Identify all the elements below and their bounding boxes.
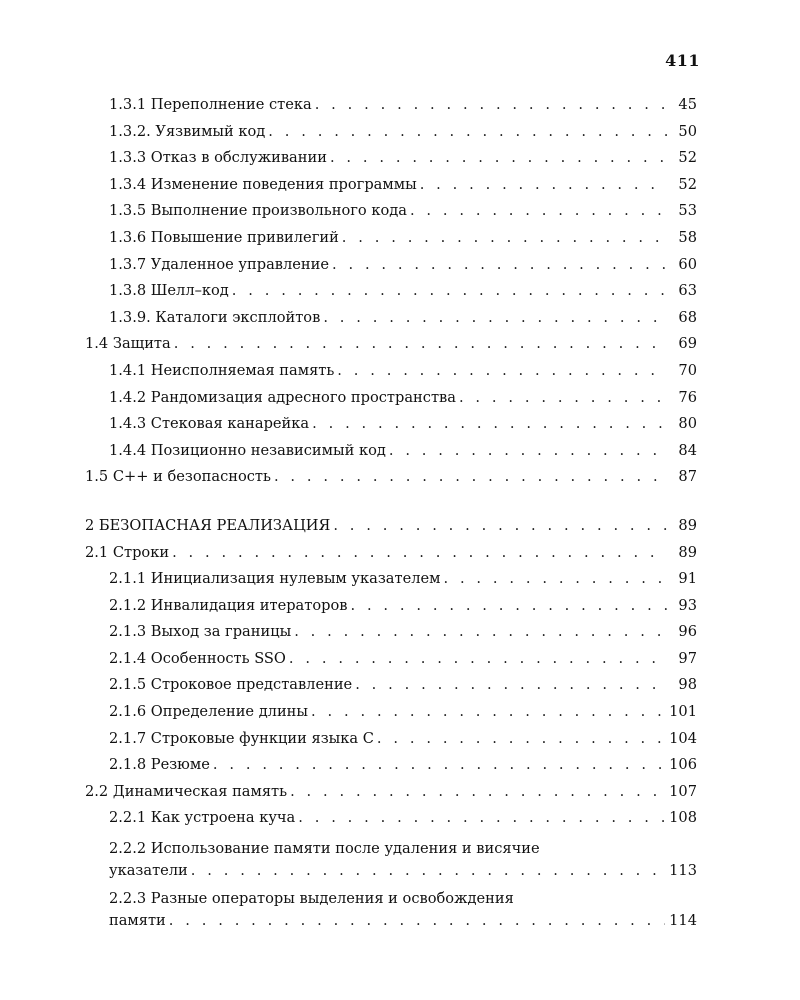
dot-leader	[312, 411, 667, 438]
toc-entry-title: 2.1.5 Строковое представление	[109, 676, 353, 694]
toc-entry-title: 2.1.8 Резюме	[109, 756, 210, 774]
dot-leader	[290, 779, 665, 806]
toc-entry-title-line1: 2.2.2 Использование памяти после удаления и висячие	[109, 840, 540, 858]
toc-entry-title: 1.3.7 Удаленное управление	[109, 255, 329, 273]
toc-entry-1-3-1[interactable]	[85, 92, 697, 119]
toc-entry-2-1-4[interactable]	[85, 646, 697, 673]
toc-entry-title: 1.3.1 Переполнение стека	[109, 96, 312, 113]
dot-leader	[323, 305, 667, 332]
toc-entry-title: 2.1 Строки	[85, 543, 170, 561]
toc-entry-page: 106	[669, 756, 697, 774]
toc-entry-title: 2.1.2 Инвалидация итераторов	[109, 596, 348, 614]
toc-entry-2-1-3[interactable]	[85, 619, 697, 646]
toc-entry-page: 114	[669, 912, 697, 930]
dot-leader	[268, 119, 667, 146]
toc-entry-page: 93	[678, 596, 697, 614]
toc-entry-page: 58	[678, 228, 697, 246]
dot-leader	[274, 464, 667, 491]
dot-leader	[337, 358, 667, 385]
toc-entry-title: 1.4.4 Позиционно независимый код	[109, 441, 386, 459]
toc-entry-title-line2: памяти	[109, 912, 166, 930]
toc-entry-title: 2.1.1 Инициализация нулевым указателем	[109, 570, 441, 588]
toc-entry-page: 101	[669, 703, 697, 721]
toc-entry-2-2-3[interactable]	[85, 888, 697, 932]
toc-entry-2-2-1[interactable]	[85, 805, 697, 832]
toc-entry-page: 68	[678, 308, 697, 326]
dot-leader	[389, 438, 667, 465]
dot-leader	[459, 385, 667, 412]
dot-leader	[355, 672, 667, 699]
toc-entry-title: 1.3.8 Шелл–код	[109, 282, 229, 300]
toc-entry-title-line1: 2.2.3 Разные операторы выделения и освобождения	[109, 890, 514, 908]
toc-entry-2-1-6[interactable]	[85, 699, 697, 726]
toc-entry-page: 45	[678, 96, 697, 113]
toc-entry-title: 2.2.1 Как устроена куча	[109, 809, 296, 827]
toc-entry-2-1-5[interactable]	[85, 672, 697, 699]
toc-entry-page: 113	[669, 862, 697, 880]
toc-entry-page: 76	[678, 388, 697, 406]
toc-entry-1-3-6[interactable]	[85, 225, 697, 252]
toc-entry-page: 63	[678, 282, 697, 300]
toc-entry-title: 1.4 Защита	[85, 335, 171, 353]
toc-entry-1-3-5[interactable]	[85, 198, 697, 225]
toc-entry-title: 1.4.1 Неисполняемая память	[109, 361, 335, 379]
page-number: 411	[665, 51, 700, 70]
toc-entry-page: 60	[678, 255, 697, 273]
toc-entry-title: 1.4.2 Рандомизация адресного пространства	[109, 388, 456, 406]
toc-entry-2-1-2[interactable]	[85, 593, 697, 620]
toc-entry-page: 91	[678, 570, 697, 588]
toc-entry-chapter-2[interactable]	[85, 513, 697, 540]
toc-entry-page: 98	[678, 676, 697, 694]
toc-entry-2-1-1[interactable]	[85, 566, 697, 593]
table-of-contents	[85, 92, 697, 932]
dot-leader	[443, 566, 667, 593]
toc-entry-1-4-1[interactable]	[85, 358, 697, 385]
toc-entry-title: 2.2 Динамическая память	[85, 782, 288, 800]
dot-leader	[332, 252, 667, 279]
toc-entry-page: 50	[678, 122, 697, 140]
toc-entry-1-3-9[interactable]	[85, 305, 697, 332]
toc-entry-page: 97	[678, 649, 697, 667]
toc-entry-2-2[interactable]	[85, 779, 697, 806]
toc-entry-page: 70	[678, 361, 697, 379]
toc-entry-title: 2.1.3 Выход за границы	[109, 623, 292, 641]
toc-entry-page: 87	[678, 468, 697, 486]
toc-entry-title: 1.3.6 Повышение привилегий	[109, 228, 339, 246]
dot-leader	[298, 805, 665, 832]
toc-entry-1-4-2[interactable]	[85, 385, 697, 412]
dot-leader	[232, 278, 667, 305]
toc-entry-1-3-4[interactable]	[85, 172, 697, 199]
toc-entry-1-4-3[interactable]	[85, 411, 697, 438]
dot-leader	[333, 513, 667, 540]
toc-entry-page: 52	[678, 175, 697, 193]
toc-entry-title: 2.1.7 Строковые функции языка C	[109, 729, 374, 747]
toc-entry-2-1-7[interactable]	[85, 726, 697, 753]
dot-leader	[191, 860, 665, 882]
toc-entry-title: 1.3.4 Изменение поведения программы	[109, 175, 417, 193]
dot-leader	[169, 910, 665, 932]
dot-leader	[294, 619, 667, 646]
toc-entry-1-3-3[interactable]	[85, 145, 697, 172]
dot-leader	[350, 593, 667, 620]
toc-entry-page: 89	[678, 516, 697, 534]
toc-entry-title: 1.3.2. Уязвимый код	[109, 122, 266, 140]
toc-entry-title: 1.3.9. Каталоги эксплойтов	[109, 308, 321, 326]
dot-leader	[315, 92, 667, 119]
toc-entry-title: 2.1.4 Особенность SSO	[109, 649, 286, 667]
dot-leader	[289, 646, 667, 673]
toc-entry-page: 84	[678, 441, 697, 459]
dot-leader	[311, 699, 665, 726]
toc-entry-1-5[interactable]	[85, 464, 697, 491]
toc-entry-2-2-2[interactable]	[85, 838, 697, 882]
toc-entry-page: 107	[669, 782, 697, 800]
dot-leader	[410, 198, 667, 225]
dot-leader	[420, 172, 667, 199]
toc-entry-page: 96	[678, 623, 697, 641]
toc-entry-title: 2 БЕЗОПАСНАЯ РЕАЛИЗАЦИЯ	[85, 516, 331, 534]
toc-entry-title: 1.3.5 Выполнение произвольного кода	[109, 202, 407, 220]
toc-entry-title: 2.1.6 Определение длины	[109, 703, 309, 721]
toc-entry-title: 1.3.3 Отказ в обслуживании	[109, 149, 327, 167]
toc-entry-title-line2: указатели	[109, 862, 188, 880]
toc-entry-title: 1.4.3 Стековая канарейка	[109, 415, 310, 433]
toc-entry-1-3-7[interactable]	[85, 252, 697, 279]
dot-leader	[342, 225, 667, 252]
toc-entry-1-3-2[interactable]	[85, 119, 697, 146]
dot-leader	[174, 331, 667, 358]
toc-entry-page: 69	[678, 335, 697, 353]
toc-entry-page: 53	[678, 202, 697, 220]
toc-entry-page: 80	[678, 415, 697, 433]
dot-leader	[330, 145, 667, 172]
toc-entry-page: 89	[678, 543, 697, 561]
dot-leader	[172, 540, 667, 567]
toc-entry-1-4-4[interactable]	[85, 438, 697, 465]
dot-leader	[213, 752, 665, 779]
toc-entry-2-1-8[interactable]	[85, 752, 697, 779]
dot-leader	[377, 726, 665, 753]
toc-entry-2-1[interactable]	[85, 540, 697, 567]
toc-entry-page: 52	[678, 149, 697, 167]
toc-entry-title: 1.5 C++ и безопасность	[85, 468, 271, 486]
toc-entry-page: 104	[669, 729, 697, 747]
toc-entry-1-4[interactable]	[85, 331, 697, 358]
toc-entry-page: 108	[669, 809, 697, 827]
toc-entry-1-3-8[interactable]	[85, 278, 697, 305]
